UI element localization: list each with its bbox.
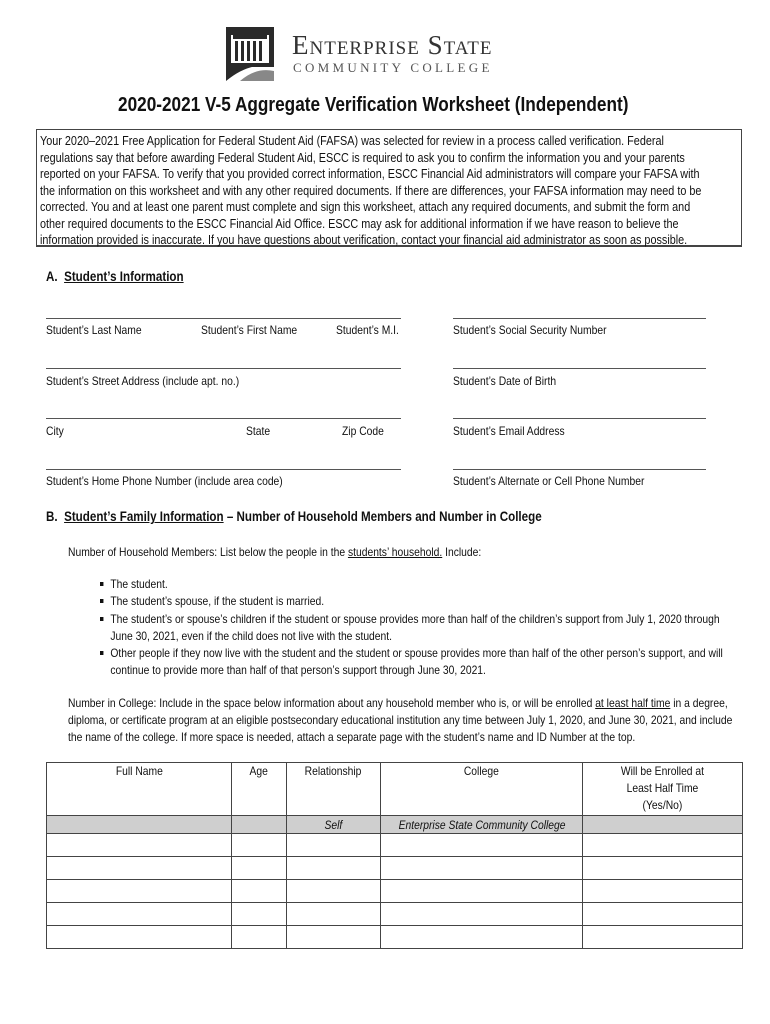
home-phone-label: Student’s Home Phone Number (include area code) [46, 474, 283, 488]
relationship-cell[interactable] [286, 926, 380, 949]
college-cell[interactable] [381, 834, 583, 857]
bullet-item: The student. [100, 576, 723, 593]
college-cell[interactable] [381, 903, 583, 926]
name-cell[interactable] [47, 903, 232, 926]
relationship-cell[interactable] [286, 880, 380, 903]
table-row [47, 857, 743, 880]
bullet-item: The student’s spouse, if the student is married. [100, 593, 723, 610]
intro-text: information provided is inaccurate. If you have questions about verification, contact your financial aid administrator as soon as possible. [40, 233, 688, 247]
state-label: State [246, 424, 271, 438]
enrolled-cell[interactable] [583, 880, 743, 903]
name-cell[interactable] [47, 816, 232, 834]
enrolled-cell[interactable] [583, 857, 743, 880]
address-field-line[interactable] [46, 368, 401, 369]
name-cell[interactable] [47, 926, 232, 949]
mi-label: Student’s M.I. [336, 323, 399, 337]
college-instructions: the name of the college. If more space is needed, attach a separate page with the student’s name and ID Number at the top. [68, 730, 636, 744]
col-college: College [381, 763, 583, 816]
college-cell[interactable] [381, 926, 583, 949]
instruction-emphasis: at least half time [595, 696, 671, 710]
name-cell[interactable] [47, 857, 232, 880]
section-title: Student’s Family Information [64, 509, 224, 524]
home-phone-field-line[interactable] [46, 469, 401, 470]
col-age: Age [231, 763, 286, 816]
table-header-row [47, 763, 743, 816]
intro-box [36, 129, 742, 247]
household-bullets [100, 576, 723, 680]
zip-label: Zip Code [342, 424, 384, 438]
bullet-item: The student’s or spouse’s children if the student or spouse provides more than half of the children’s support from July 1, 2020 through [100, 611, 723, 628]
bullet-continuation: June 30, 2021, even if the child does not live with the student. [110, 628, 393, 643]
college-cell[interactable] [381, 857, 583, 880]
ssn-label: Student’s Social Security Number [453, 323, 607, 337]
enrolled-cell[interactable] [583, 926, 743, 949]
city-field-line[interactable] [46, 418, 401, 419]
household-intro [68, 545, 481, 559]
age-cell[interactable] [231, 926, 286, 949]
table-row-self [47, 816, 743, 834]
section-subtitle: – Number of Household Members and Number in College [223, 509, 542, 524]
relationship-cell[interactable] [286, 903, 380, 926]
age-cell[interactable] [231, 834, 286, 857]
dob-field-line[interactable] [453, 368, 706, 369]
table-row [47, 903, 743, 926]
intro-text: other required documents to the ESCC Financial Aid Office. ESCC may ask for additional information if we have reason to believe the [40, 216, 679, 231]
section-title: Student’s Information [64, 269, 184, 284]
intro-text: corrected. You and at least one parent must complete and sign this worksheet, attach any required documents, and submit the form and [40, 200, 691, 214]
last-name-label: Student’s Last Name [46, 323, 142, 337]
intro-text: regulations say that before awarding Federal Student Aid, ESCC is required to ask you to confirm the information you and your parents [40, 150, 685, 165]
household-emphasis: students’ household. [347, 545, 443, 559]
household-college-table [46, 762, 743, 949]
dob-label: Student’s Date of Birth [453, 374, 557, 388]
age-cell[interactable] [231, 816, 286, 834]
table-row [47, 880, 743, 903]
bullet-item: Other people if they now live with the student and the student or spouse provides more than half of the other person’s support, and will [100, 645, 723, 662]
section-letter: B. [46, 509, 58, 524]
college-cell: Enterprise State Community College [381, 816, 583, 834]
city-label: City [46, 424, 64, 438]
instruction-text: in a degree, [670, 696, 728, 710]
col-full-name: Full Name [47, 763, 232, 816]
college-subname: COMMUNITY COLLEGE [293, 60, 493, 75]
college-logo-icon [226, 27, 276, 83]
col-relationship: Relationship [286, 763, 380, 816]
alt-phone-field-line[interactable] [453, 469, 706, 470]
name-cell[interactable] [47, 880, 232, 903]
relationship-cell[interactable] [286, 834, 380, 857]
relationship-cell[interactable] [286, 857, 380, 880]
section-letter: A. [46, 269, 58, 284]
col-enrolled: Will be Enrolled at Least Half Time (Yes/No) [583, 763, 743, 816]
table-row [47, 834, 743, 857]
relationship-cell: Self [286, 816, 380, 834]
college-cell[interactable] [381, 880, 583, 903]
instruction-text: Number in College: Include in the space below information about any household member who is, or will be enrolled [68, 696, 596, 710]
alt-phone-label: Student’s Alternate or Cell Phone Number [453, 474, 645, 488]
ssn-field-line[interactable] [453, 318, 706, 319]
email-field-line[interactable] [453, 418, 706, 419]
college-instructions: diploma, or certificate program at an eligible postsecondary educational institution any time between July 1, 2020, and June 30, 2021, and include [68, 713, 733, 727]
section-a-heading [46, 269, 184, 284]
first-name-label: Student’s First Name [201, 323, 298, 337]
email-label: Student’s Email Address [453, 424, 565, 438]
address-label: Student’s Street Address (include apt. no.) [46, 374, 240, 388]
name-field-line[interactable] [46, 318, 401, 319]
age-cell[interactable] [231, 857, 286, 880]
enrolled-cell[interactable] [583, 903, 743, 926]
age-cell[interactable] [231, 903, 286, 926]
college-name: Enterprise State [292, 30, 493, 60]
age-cell[interactable] [231, 880, 286, 903]
intro-text: the information on this worksheet and with any other required documents. If there are differences, your FAFSA information may need to be [40, 183, 702, 198]
household-text: Number of Household Members: List below the people in the [68, 545, 348, 559]
household-text: Include: [442, 545, 482, 559]
enrolled-cell[interactable] [583, 816, 743, 834]
intro-text: Your 2020–2021 Free Application for Federal Student Aid (FAFSA) was selected for review in a process called verification. Federal [40, 134, 664, 148]
name-cell[interactable] [47, 834, 232, 857]
bullet-continuation: continue to provide more than half of that person’s support through June 30, 2021. [110, 663, 486, 678]
page-title: 2020-2021 V-5 Aggregate Verification Worksheet (Independent) [118, 94, 629, 116]
intro-text: reported on your FAFSA. To verify that you provided correct information, ESCC Financial Aid administrators will compare your FAFSA with [40, 167, 700, 181]
section-b-heading [46, 509, 542, 524]
college-instructions [68, 696, 728, 710]
enrolled-cell[interactable] [583, 834, 743, 857]
table-row [47, 926, 743, 949]
